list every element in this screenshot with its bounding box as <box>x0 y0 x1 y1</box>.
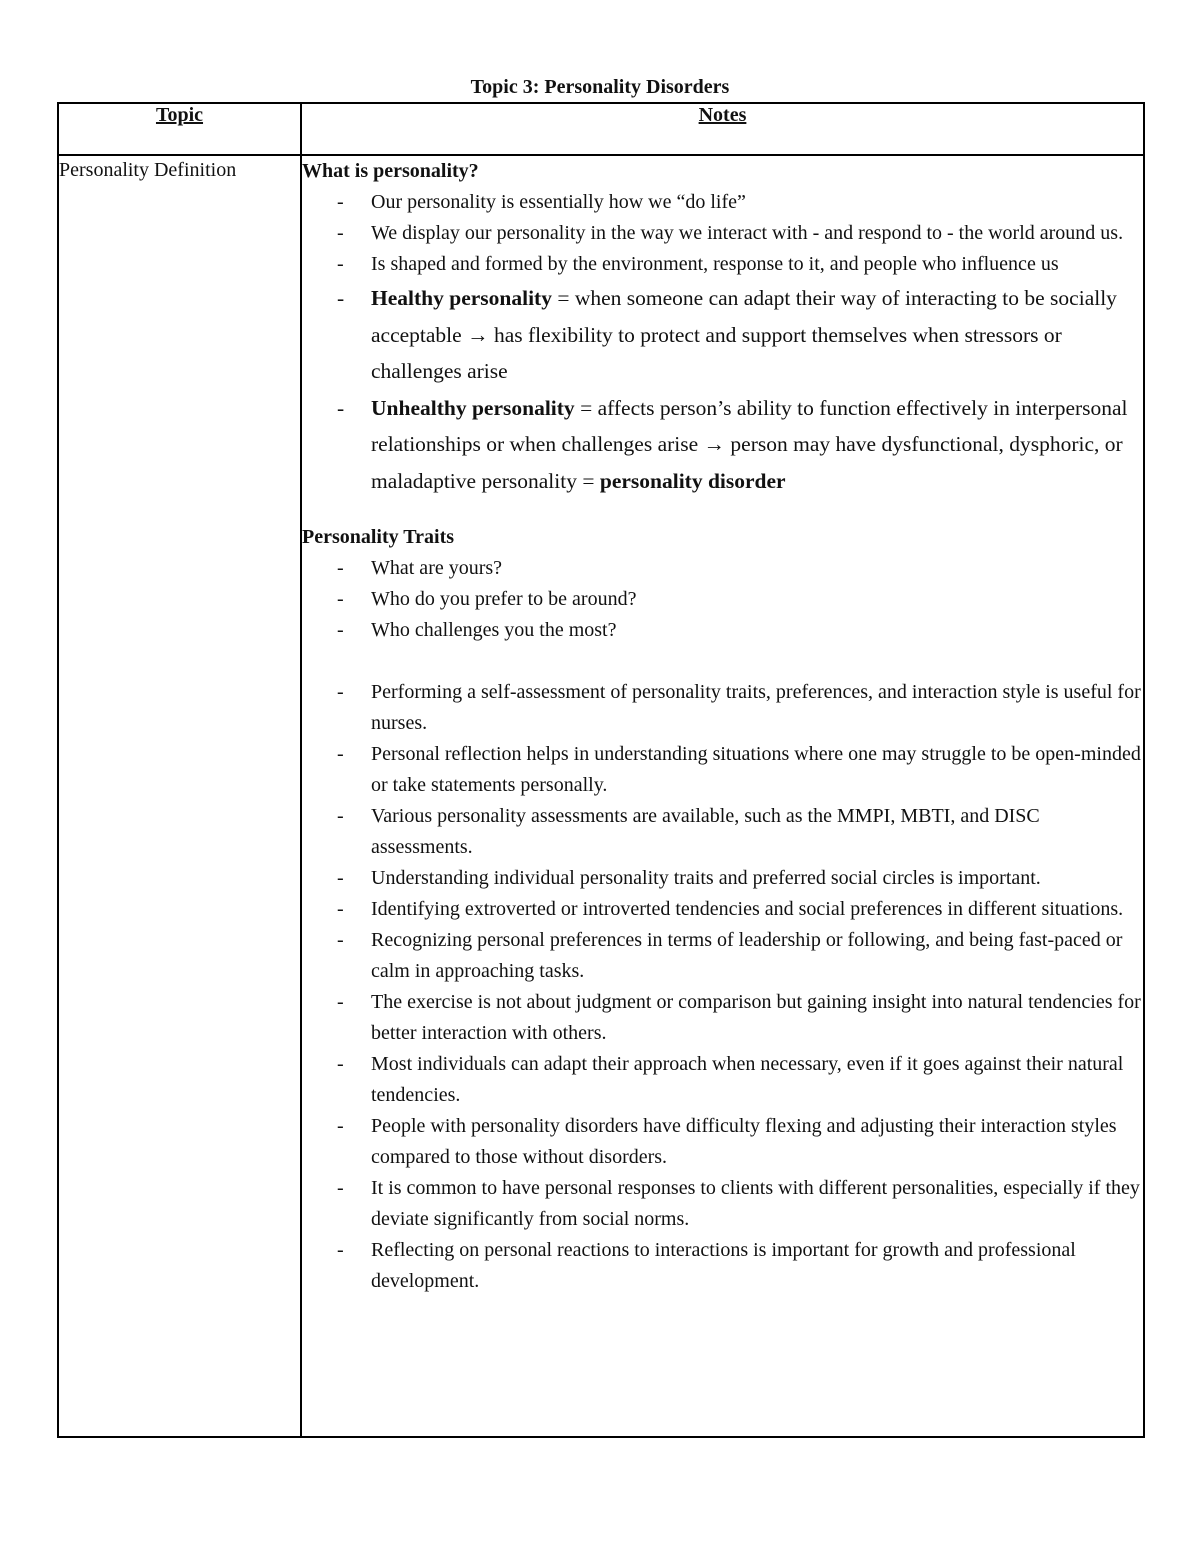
topic-column-header: Topic <box>58 103 301 155</box>
list-item: - We display our personality in the way we interact with - and respond to - the world around us. <box>302 218 1143 249</box>
list-item: - Reflecting on personal reactions to interactions is important for growth and professional development. <box>302 1235 1143 1297</box>
personality-traits-list <box>302 677 1143 1297</box>
table-row <box>58 155 1144 1437</box>
list-item-healthy-personality <box>302 280 1143 390</box>
list-item: - Who challenges you the most? <box>302 615 1143 646</box>
personality-definition-list <box>302 187 1143 499</box>
personality-disorder-emphasis: personality disorder <box>599 468 786 493</box>
list-item: - People with personality disorders have difficulty flexing and adjusting their interaction styles compared to those without disorders. <box>302 1111 1143 1173</box>
list-item: - The exercise is not about judgment or comparison but gaining insight into natural tendencies for better interaction with others. <box>302 987 1143 1049</box>
list-item: - Personal reflection helps in understanding situations where one may struggle to be open-minded or take statements personally. <box>302 739 1143 801</box>
list-item: - Our personality is essentially how we “do life” <box>302 187 1143 218</box>
list-item: - Understanding individual personality traits and preferred social circles is important. <box>302 863 1143 894</box>
healthy-personality-term: Healthy personality <box>371 286 552 310</box>
section-heading-what-is-personality: What is personality? <box>302 160 479 182</box>
topic-cell: Personality Definition <box>58 155 301 1437</box>
personality-questions-list <box>302 553 1143 646</box>
list-item-unhealthy-personality <box>302 390 1143 500</box>
list-item: - Who do you prefer to be around? <box>302 584 1143 615</box>
notes-table <box>57 102 1145 1438</box>
table-header-row <box>58 103 1144 155</box>
section-heading-personality-traits: Personality Traits <box>302 526 455 548</box>
unhealthy-personality-text: = affects person’s ability to function effectively in interpersonal relationships or when challenges arise → person may have dysfunctional, dysphoric, or maladaptive personality = <box>371 395 1128 493</box>
unhealthy-personality-term: Unhealthy personality <box>371 395 575 420</box>
list-item: - What are yours? <box>302 553 1143 584</box>
list-item: - Various personality assessments are available, such as the MMPI, MBTI, and DISC assessments. <box>302 801 1143 863</box>
list-item: - Identifying extroverted or introverted tendencies and social preferences in different situations. <box>302 894 1143 925</box>
healthy-personality-text: = when someone can adapt their way of interacting to be socially acceptable → has flexibility to protect and support themselves when stressors or challenges arise <box>371 286 1117 383</box>
notes-cell <box>301 155 1144 1437</box>
notes-column-header: Notes <box>301 103 1144 155</box>
list-item: - Recognizing personal preferences in terms of leadership or following, and being fast-paced or calm in approaching tasks. <box>302 925 1143 987</box>
document-title: Topic 3: Personality Disorders <box>470 76 730 98</box>
list-item: - It is common to have personal responses to clients with different personalities, especially if they deviate significantly from social norms. <box>302 1173 1143 1235</box>
list-item: - Most individuals can adapt their approach when necessary, even if it goes against their natural tendencies. <box>302 1049 1143 1111</box>
list-item: - Performing a self-assessment of personality traits, preferences, and interaction style is useful for nurses. <box>302 677 1143 739</box>
list-item: - Is shaped and formed by the environment, response to it, and people who influence us <box>302 249 1143 280</box>
